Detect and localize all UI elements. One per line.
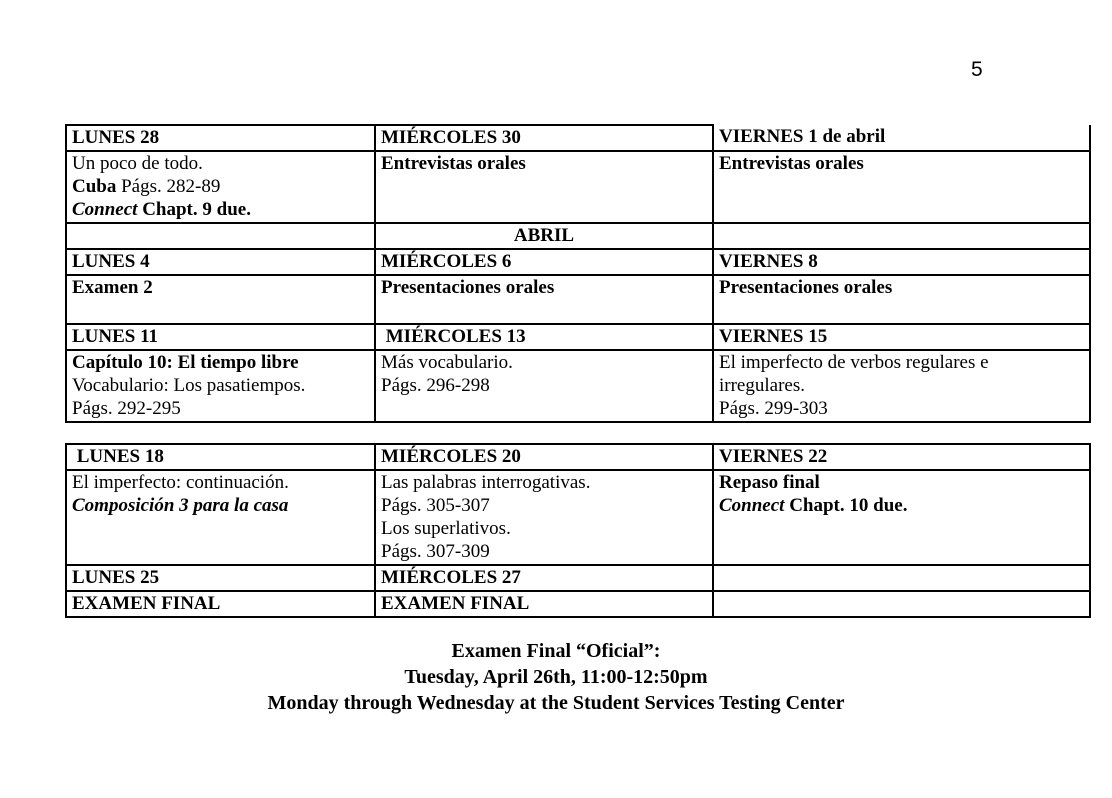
cell-text-line: Los superlativos. [381, 518, 511, 539]
cell-text-line: Presentaciones orales [381, 277, 555, 298]
table-cell [713, 591, 1090, 617]
footer-line-exam-datetime: Tuesday, April 26th, 11:00-12:50pm [404, 666, 708, 688]
table-cell [713, 350, 1090, 422]
table-cell [375, 350, 713, 422]
cell-text-line: VIERNES 15 [719, 326, 828, 347]
table-row [66, 565, 1090, 591]
table-row [66, 275, 1090, 324]
cell-text-line: Vocabulario: Los pasatiempos. [72, 375, 306, 396]
table-cell [66, 125, 375, 151]
cell-text-line: EXAMEN FINAL [72, 593, 221, 614]
table-cell [375, 275, 713, 324]
cell-text-line: Entrevistas orales [381, 153, 526, 174]
cell-text-line: Repaso final [719, 472, 820, 493]
table-cell [713, 151, 1090, 223]
cell-text-line: VIERNES 22 [719, 446, 828, 467]
cell-text-line: MIÉRCOLES 20 [381, 446, 521, 467]
table-row [66, 324, 1090, 350]
table-cell [375, 444, 713, 470]
final-exam-note [0, 638, 1112, 716]
cell-text-line: MIÉRCOLES 30 [381, 127, 521, 148]
table-cell [713, 125, 1090, 151]
cell-text-line: Págs. 299-303 [719, 398, 828, 419]
cell-text-line: ABRIL [513, 225, 575, 246]
table-cell [713, 470, 1090, 565]
table-row [66, 125, 1090, 151]
cell-text-line: Presentaciones orales [719, 277, 893, 298]
table-cell [375, 151, 713, 223]
cell-text-line: MIÉRCOLES 6 [381, 251, 512, 272]
cell-text-line: Connect Chapt. 9 due. [72, 199, 251, 220]
table-row [66, 350, 1090, 422]
table-cell [66, 444, 375, 470]
cell-text-line: VIERNES 1 de abril [719, 126, 886, 147]
table-cell [375, 125, 713, 151]
cell-text-line: El imperfecto de verbos regulares e [719, 352, 989, 373]
cell-text-line: Cuba Págs. 282-89 [72, 176, 221, 197]
table-cell [375, 591, 713, 617]
table-cell [375, 249, 713, 275]
table-cell [713, 444, 1090, 470]
table-cell [375, 324, 713, 350]
table-cell [66, 223, 375, 249]
table-cell [66, 591, 375, 617]
cell-text-line: Connect Chapt. 10 due. [719, 495, 908, 516]
cell-text-line: VIERNES 8 [719, 251, 818, 272]
table-cell [713, 275, 1090, 324]
cell-text-line: El imperfecto: continuación. [72, 472, 289, 493]
table-cell [713, 565, 1090, 591]
table-cell [713, 324, 1090, 350]
cell-text-line: Págs. 307-309 [381, 541, 490, 562]
cell-text-line: MIÉRCOLES 27 [381, 567, 521, 588]
table-cell [66, 324, 375, 350]
cell-text-line: LUNES 18 [72, 446, 164, 467]
table-row [66, 249, 1090, 275]
schedule-table-april-finals [65, 443, 1091, 618]
table-cell [375, 470, 713, 565]
page-number: 5 [971, 58, 983, 81]
table-cell [66, 565, 375, 591]
table-cell [713, 249, 1090, 275]
cell-text-line: LUNES 25 [72, 567, 160, 588]
cell-text-line: LUNES 28 [72, 127, 160, 148]
schedule-table-march-april [65, 124, 1091, 423]
table-cell [66, 470, 375, 565]
cell-text-line: Las palabras interrogativas. [381, 472, 591, 493]
table-cell [66, 249, 375, 275]
table-cell [66, 350, 375, 422]
table-row [66, 444, 1090, 470]
footer-line-exam-location: Monday through Wednesday at the Student Services Testing Center [267, 692, 845, 714]
cell-text-line: Composición 3 para la casa [72, 495, 289, 516]
table-row [66, 223, 1090, 249]
cell-text-line: EXAMEN FINAL [381, 593, 530, 614]
cell-text-line: Examen 2 [72, 277, 153, 298]
cell-text-line: Págs. 296-298 [381, 375, 490, 396]
footer-line-exam-title: Examen Final “Oficial”: [451, 640, 661, 662]
table-cell [375, 223, 713, 249]
cell-text-line: Entrevistas orales [719, 153, 864, 174]
table-cell [66, 275, 375, 324]
table-row [66, 591, 1090, 617]
cell-text-line: Más vocabulario. [381, 352, 513, 373]
table-row [66, 470, 1090, 565]
cell-text-line: MIÉRCOLES 13 [381, 326, 526, 347]
cell-text-line: LUNES 4 [72, 251, 150, 272]
cell-text-line: Págs. 292-295 [72, 398, 181, 419]
cell-text-line: Capítulo 10: El tiempo libre [72, 352, 299, 373]
table-cell [66, 151, 375, 223]
cell-text-line: Un poco de todo. [72, 153, 203, 174]
cell-text-line: LUNES 11 [72, 326, 159, 347]
cell-text-line: Págs. 305-307 [381, 495, 490, 516]
table-cell [713, 223, 1090, 249]
cell-text-line: irregulares. [719, 375, 805, 396]
table-row [66, 151, 1090, 223]
table-cell [375, 565, 713, 591]
